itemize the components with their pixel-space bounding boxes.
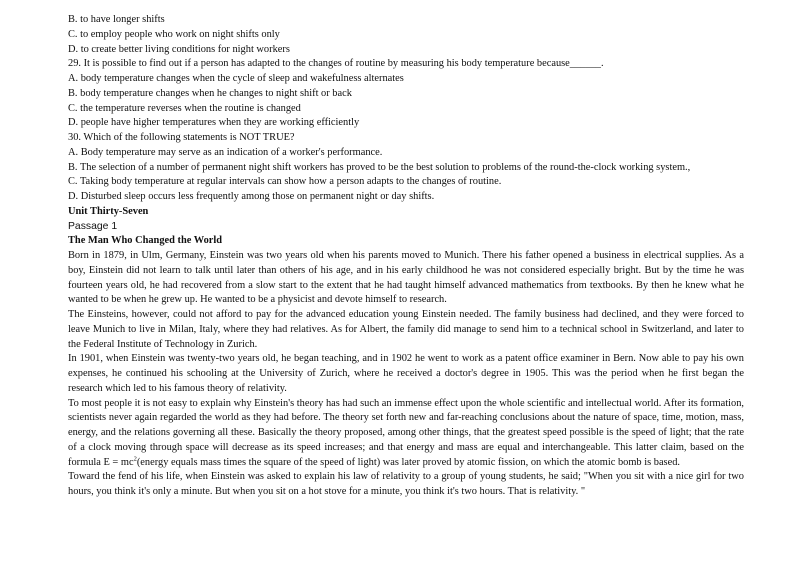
document-content [68,13,744,500]
passage-paragraph-4 [68,397,744,471]
q30-option-a: A. Body temperature may serve as an indication of a worker's performance. [68,146,383,158]
q29-option-d: D. people have higher temperatures when they are working efficiently [68,117,360,129]
unit-heading: Unit Thirty-Seven [68,205,149,217]
superscript-2: 2 [133,455,137,463]
q30-question: 30. Which of the following statements is NOT TRUE? [68,132,295,143]
q30-option-d: D. Disturbed sleep occurs less frequently among those on permanent night or day shifts. [68,191,435,202]
q28-option-c: C. to employ people who work on night shifts only [68,28,280,40]
q30-option-c: C. Taking body temperature at regular intervals can show how a person adapts to the changes of routine. [68,176,502,188]
q30-option-b: B. The selection of a number of permanent night shift workers has proved to be the best solution to problems of the round-the-clock working system., [68,161,691,173]
paragraph-4-text-after: (energy equals mass times the square of the speed of light) was later proved by atomic fission, on which the atomic bomb is based. [136,456,681,468]
q29-question: 29. It is possible to find out if a person has adapted to the changes of routine by measuring his body temperature because______. [68,58,604,70]
q29-option-a: A. body temperature changes when the cycle of sleep and wakefulness alternates [68,73,404,84]
q28-option-d: D. to create better living conditions for night workers [68,43,290,55]
q29-option-b: B. body temperature changes when he changes to night shift or back [68,87,352,99]
passage-paragraph-5: Toward the fend of his life, when Einstein was asked to explain his law of relativity to a group of young students, he said; "When you sit with a nice girl for two hours, you think it's only a minute. But when you sit on a hot stove for a minute, you think it's two hours. That is relativity. " [68,471,744,497]
q28-option-b: B. to have longer shifts [68,14,165,25]
passage-label: Passage 1 [68,220,118,232]
passage-title: The Man Who Changed the World [68,235,223,247]
passage-paragraph-3: In 1901, when Einstein was twenty-two years old, he began teaching, and in 1902 he went to work as a patent office examiner in Bern. Now able to pay his own expenses, he continued his schooling at the University of Zurich, where he received a doctor's degree in 1905. This was the period when he first began the research which led to his famous theory of relativity. [68,353,744,394]
passage-paragraph-2: The Einsteins, however, could not afford to pay for the advanced education young Einstein needed. The family business had declined, and they were forced to leave Munich to live in Milan, Italy, where they had relatives. As for Albert, the family did manage to send him to a technical school in Switzerland, and later to the Federal Institute of Technology in Zurich. [68,309,744,350]
passage-paragraph-1: Born in 1879, in Ulm, Germany, Einstein was two years old when his parents moved to Munich. There his father opened a business in electrical supplies. As a boy, Einstein did not learn to talk until later than others of his age, and in his early childhood he was not considered especially bright. But by the time he was fourteen years old, he had recovered from a slow start to the extent that he had taught himself advanced mathematics from textbooks. By then he knew what he wanted to be when he grew up. He wanted to be a physicist and devote himself to research. [68,250,744,306]
paragraph-4-text-before: To most people it is not easy to explain why Einstein's theory has had such an immense effect upon the whole scientific and intellectual world. After its formation, scientists never again regarded the world as they had before. The theory set forth new and far-reaching conclusions about the nature of space, time, motion, mass, energy, and the relations governing all these. Basically the theory proposed, among other things, that the greatest speed possible is the speed of light; that the rate of a clock moving through space will decrease as its speed increases; and that energy and mass are equal and interchangeable. This latter claim, based on the formula E = mc [68,397,744,468]
q29-option-c: C. the temperature reverses when the routine is changed [68,102,301,114]
